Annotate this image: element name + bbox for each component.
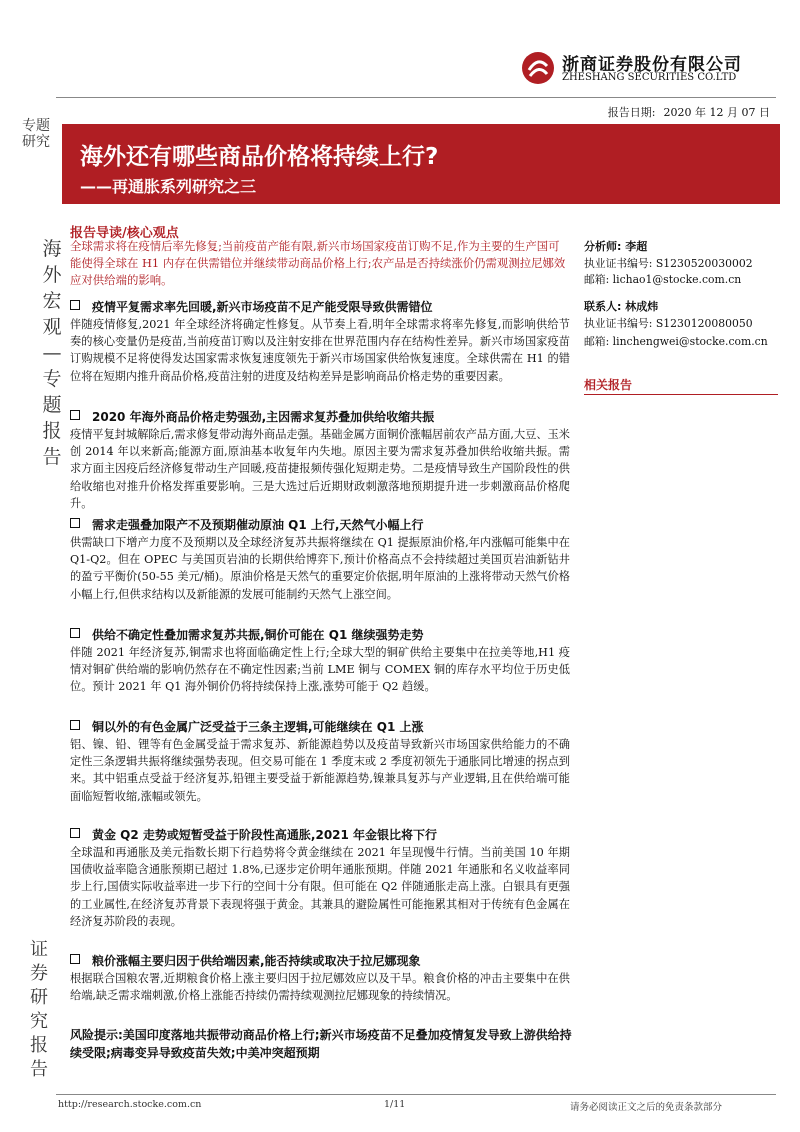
point-heading-text: 粮价涨幅主要归因于供给端因素,能否持续或取决于拉尼娜现象 [92, 954, 421, 968]
point-heading-text: 铜以外的有色金属广泛受益于三条主逻辑,可能继续在 Q1 上涨 [92, 720, 424, 734]
point-heading-text: 黄金 Q2 走势或短暂受益于阶段性高通胀,2021 年金银比将下行 [92, 828, 438, 842]
footer-url-link[interactable]: http://research.stocke.com.cn [58, 1099, 202, 1110]
summary-text: 全球需求将在疫情后率先修复;当前疫苗产能有限,新兴市场国家疫苗订购不足,作为主要的生产国可能使得全球在 H1 内存在供需错位并继续带动商品价格上行;农产品是否持续涨价仍需观测拉尼娜效应对供给端的影响。 [70, 239, 566, 287]
point-body: 伴随疫情修复,2021 年全球经济将确定性修复。从节奏上看,明年全球需求将率先修复,而影响供给节奏的核心变量仍是疫苗,当前疫苗订购以及注射安排在世界范围内存在结构性差异。新兴市场国家疫苗订购规模不足将使得发达国家需求恢复速度领先于新兴市场国家供给恢复速度。全球供需在 H1 的错位将在短期内推升商品价格,疫苗注射的进度及结构差异是影响商品价格走势的重要因素。 [70, 318, 570, 383]
point-body: 伴随 2021 年经济复苏,铜需求也将面临确定性上行;全球大型的铜矿供给主要集中在拉美等地,H1 疫情对铜矿供给端的影响仍然存在不确定性因素;当前 LME 铜与 COMEX 铜的库存水平均位于历史低位。预计 2021 年 Q1 海外铜价仍将持续保持上涨,涨势可能于 Q2 趋缓。 [70, 646, 570, 694]
footer-divider [56, 1094, 776, 1095]
side-securities-report: 证券研究报告 [30, 939, 48, 1080]
page-number: 1/11 [384, 1099, 406, 1110]
checkbox-bullet-icon [70, 828, 80, 838]
side-category: 海外宏观—专题报告 [42, 238, 62, 468]
checkbox-bullet-icon [70, 628, 80, 638]
checkbox-bullet-icon [70, 518, 80, 528]
analyst-2-cert: 执业证书编号: S1230120080050 [584, 317, 753, 330]
point-body: 根据联合国粮农署,近期粮食价格上涨主要归因于拉尼娜效应以及干旱。粮食价格的冲击主要集中在供给端,缺乏需求端刺激,价格上涨能否持续仍需持续观测拉尼娜现象的持续情况。 [70, 972, 570, 1003]
report-date-value: 2020 年 12 月 07 日 [663, 106, 770, 119]
point-heading [70, 516, 423, 533]
point-heading-text: 2020 年海外商品价格走势强劲,主因需求复苏叠加供给收缩共振 [92, 410, 435, 424]
summary-heading: 报告导读/核心观点 [70, 226, 179, 241]
report-date-label: 报告日期: [607, 106, 656, 119]
checkbox-bullet-icon [70, 410, 80, 420]
analyst-2-name: 联系人: 林成炜 [584, 300, 659, 313]
point-heading-text: 需求走强叠加限产不及预期催动原油 Q1 上行,天然气小幅上行 [92, 518, 424, 532]
header-divider [56, 97, 776, 98]
checkbox-bullet-icon [70, 300, 80, 310]
point-heading [70, 718, 423, 735]
checkbox-bullet-icon [70, 720, 80, 730]
point-heading [70, 952, 421, 969]
page-subtitle: ——再通胀系列研究之三 [80, 177, 257, 196]
analyst-1-email[interactable]: 邮箱: lichao1@stocke.com.cn [584, 273, 742, 286]
point-body: 全球温和再通胀及美元指数长期下行趋势将令黄金继续在 2021 年呈现慢牛行情。当前美国 10 年期国债收益率隐含通胀预期已超过 1.8%,已逐步定价明年通胀预期。伴随 2021 年通胀和名义收益率同步上行,国债实际收益率进一步下行的空间十分有限。但可能在 Q2 伴随通胀走高上涨。白银具有更强的工业属性,在经济复苏背景下表现将强于黄金。其兼具的避险属性可能拖累其相对于传统有色金属在经济复苏阶段的表现。 [70, 846, 570, 928]
company-name-en: ZHESHANG SECURITIES CO.LTD [562, 72, 737, 83]
analyst-1-cert: 执业证书编号: S1230520030002 [584, 257, 753, 270]
analyst-2-email[interactable]: 邮箱: linchengwei@stocke.com.cn [584, 335, 768, 348]
point-heading [70, 298, 433, 315]
company-logo [520, 48, 770, 92]
company-name-cn: 浙商证券股份有限公司 [562, 55, 742, 75]
side-report-type: 专题研究 [22, 118, 50, 150]
related-reports-divider [584, 394, 778, 395]
point-heading [70, 408, 434, 425]
point-heading [70, 826, 437, 843]
related-reports-heading: 相关报告 [584, 378, 633, 392]
point-body: 供需缺口下增产力度不及预期以及全球经济复苏共振将继续在 Q1 提振原油价格,年内涨幅可能集中在 Q1-Q2。但在 OPEC 与美国页岩油的长期供给博弈下,预计价格高点不会持续超过美国页岩油新钻井的盈亏平衡价(50-55 美元/桶)。原油价格是天然气的重要定价依据,明年原油的上涨将带动天然气价格小幅上行,但供求结构以及新能源的发展可能制约天然气上涨空间。 [70, 536, 570, 601]
point-heading-text: 疫情平复需求率先回暖,新兴市场疫苗不足产能受限导致供需错位 [92, 300, 433, 314]
company-logo-icon [520, 50, 556, 86]
point-body: 铝、镍、铅、锂等有色金属受益于需求复苏、新能源趋势以及疫苗导致新兴市场国家供给能力的不确定性三条逻辑共振将继续强势表现。但交易可能在 1 季度末或 2 季度初领先于通胀同比增速的拐点到来。其中铝重点受益于经济复苏,铅锂主要受益于新能源趋势,镍兼具复苏与产业逻辑,且在供给端可能面临短暂收缩,涨幅或领先。 [70, 738, 570, 803]
point-body: 疫情平复封城解除后,需求修复带动海外商品走强。基础金属方面铜价涨幅居前农产品方面,大豆、玉米创 2014 年以来新高;能源方面,原油基本收复年内失地。原因主要为需求复苏叠加供给收缩共振。需求方面主因疫后经济修复带动生产回暖,疫苗捷报频传强化短期走势。二是疫情导致生产国阶段性的供给收缩也对推升价格发挥重要影响。三是大选过后近期财政刺激落地预期提升进一步刺激商品价格爬升。 [70, 428, 570, 510]
footer-disclaimer: 请务必阅读正文之后的免责条款部分 [570, 1102, 723, 1113]
report-date [608, 104, 770, 120]
analyst-1-name: 分析师: 李超 [584, 240, 648, 253]
page-title: 海外还有哪些商品价格将持续上行? [80, 144, 439, 170]
risk-warning: 风险提示:美国印度落地共振带动商品价格上行;新兴市场疫苗不足叠加疫情复发导致上游供给持续受限;病毒变异导致疫苗失效;中美冲突超预期 [70, 1028, 572, 1060]
checkbox-bullet-icon [70, 954, 80, 964]
title-banner [62, 124, 780, 204]
point-heading [70, 626, 423, 643]
point-heading-text: 供给不确定性叠加需求复苏共振,铜价可能在 Q1 继续强势走势 [92, 628, 424, 642]
